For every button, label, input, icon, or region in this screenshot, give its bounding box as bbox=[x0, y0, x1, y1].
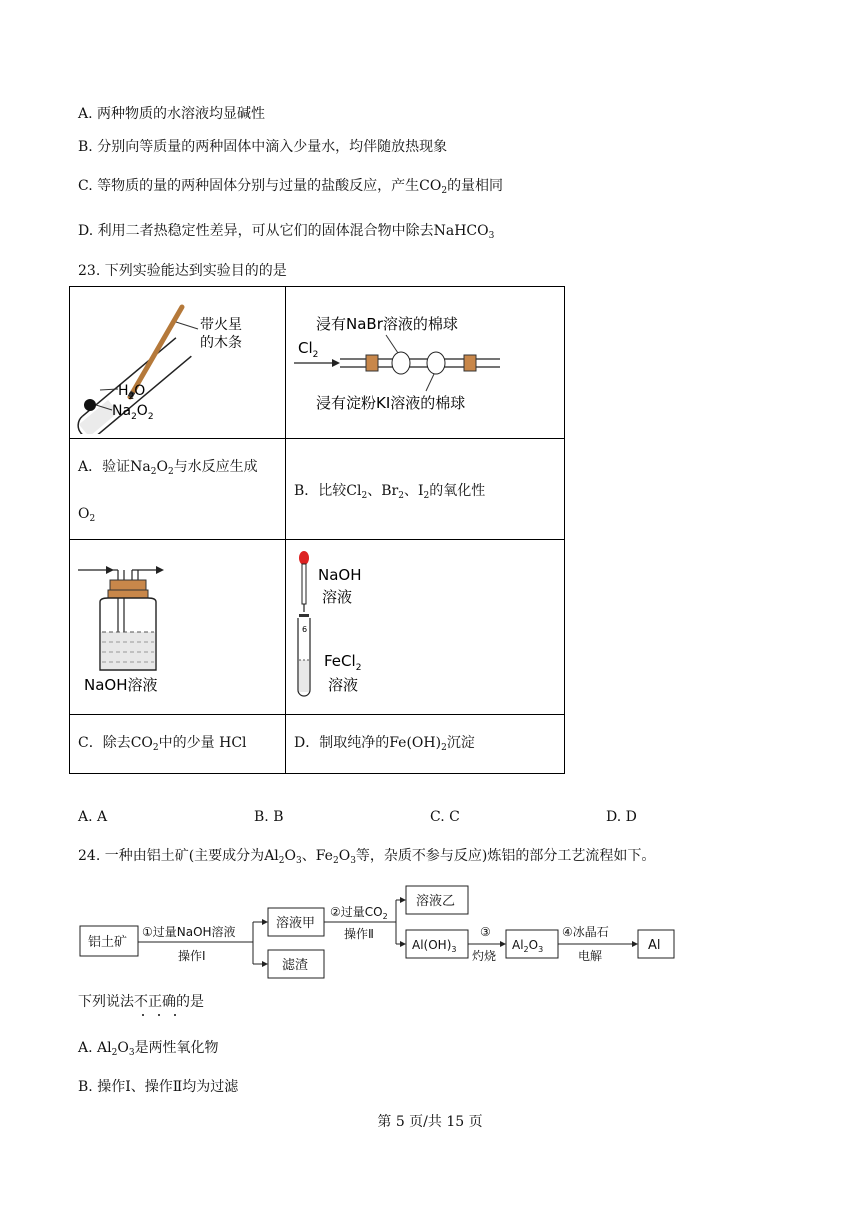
q23-answer-b: B. B bbox=[254, 809, 284, 825]
q23-stem: 23. 下列实验能达到实验目的的是 bbox=[78, 263, 287, 279]
cell-a-caption: A．验证$Na_2O_2$与水反应生成 $O_2$ bbox=[70, 439, 286, 540]
q22-option-a: A. 两种物质的水溶液均显碱性 bbox=[78, 106, 266, 122]
text-aloh3: $Al(OH)_3$ bbox=[412, 938, 457, 954]
q22-option-c: C. 等物质的量的两种固体分别与过量的盐酸反应，产生$CO_2$的量相同 bbox=[78, 178, 504, 196]
cell-d-diagram bbox=[286, 540, 565, 715]
text-bauxite: 铝土矿 bbox=[88, 935, 128, 950]
page-footer: 第 5 页/共 15 页 bbox=[377, 1114, 483, 1130]
na2o2-solid bbox=[84, 399, 96, 411]
cell-d-caption: D．制取纯净的$Fe(OH)_2$沉淀 bbox=[286, 715, 565, 774]
cell-a-diagram bbox=[70, 287, 286, 439]
q23-experiment-table bbox=[69, 286, 565, 774]
label-naoh-solution: NaOH溶液 bbox=[84, 676, 158, 694]
q24-stem: 24. 一种由铝土矿(主要成分为$Al_2O_3$、$Fe_2O_3$等，杂质不参与反应)炼铝的部分工艺流程如下。 bbox=[78, 848, 656, 866]
nahco3-formula: NaHCO$_3$ bbox=[433, 223, 495, 241]
text-step4: ④冰晶石 bbox=[562, 925, 609, 939]
q24-option-a: A. $Al_2O_3$是两性氧化物 bbox=[78, 1040, 219, 1058]
na2o2-test-tube-diagram bbox=[70, 287, 285, 434]
emphasis-dot bbox=[174, 1014, 176, 1016]
q23-answer-c: C. C bbox=[430, 809, 460, 825]
text-op2: 操作Ⅱ bbox=[344, 927, 374, 941]
emphasis-dot bbox=[158, 1014, 160, 1016]
label-fecl2-2: 溶液 bbox=[328, 676, 359, 694]
label-nabr: 浸有NaBr溶液的棉球 bbox=[316, 315, 458, 333]
label-na2o2: $Na_2O_2$ bbox=[112, 403, 154, 422]
text-op3: 灼烧 bbox=[472, 949, 497, 963]
label-naoh-2: 溶液 bbox=[322, 588, 353, 606]
dropper-test-tube-diagram bbox=[286, 540, 564, 710]
label-fecl2: FeCl$_2$ bbox=[324, 652, 362, 673]
aluminum-process-flowchart bbox=[78, 880, 678, 980]
cell-c-caption: C．除去$CO_2$中的少量 HCl bbox=[70, 715, 286, 774]
text-al: Al bbox=[648, 938, 661, 953]
cell-b-caption: B．比较$Cl_2$、$Br_2$、$I_2$的氧化性 bbox=[286, 439, 565, 540]
label-water: $H_2O$ bbox=[118, 383, 146, 402]
text-solution-yi: 溶液乙 bbox=[416, 894, 456, 909]
label-splint: 带火星 bbox=[200, 317, 242, 333]
label-splint-2: 的木条 bbox=[200, 335, 242, 351]
text-step2: ②过量$CO_2$ bbox=[330, 905, 388, 921]
svg-text:6: 6 bbox=[302, 625, 308, 634]
label-cl2: $Cl_2$ bbox=[298, 339, 319, 360]
emphasis-dot bbox=[142, 1014, 144, 1016]
q24-prompt: 下列说法不正确的是 bbox=[78, 994, 204, 1010]
dropper-bulb bbox=[299, 551, 309, 565]
cell-c-diagram bbox=[70, 540, 286, 715]
text-step1: ①过量NaOH溶液 bbox=[142, 925, 236, 939]
halogen-tube-diagram bbox=[286, 287, 564, 434]
cell-b-diagram bbox=[286, 287, 565, 439]
text-al2o3: $Al_2O_3$ bbox=[512, 938, 544, 954]
q22-option-b: B. 分别向等质量的两种固体中滴入少量水，均伴随放热现象 bbox=[78, 139, 448, 155]
q22-option-d: D. 利用二者热稳定性差异，可从它们的固体混合物中除去NaHCO$_3$ bbox=[78, 223, 495, 241]
text-solution-jia: 溶液甲 bbox=[276, 916, 316, 931]
text-residue: 滤渣 bbox=[282, 958, 309, 973]
q23-answer-a: A. A bbox=[78, 809, 108, 825]
text-op1: 操作Ⅰ bbox=[178, 949, 206, 963]
text-step3: ③ bbox=[480, 925, 491, 939]
label-naoh: NaOH bbox=[318, 566, 362, 584]
co2-formula: $CO_2$ bbox=[419, 178, 448, 196]
label-ki: 浸有淀粉KI溶液的棉球 bbox=[316, 394, 466, 412]
text-op4: 电解 bbox=[578, 949, 603, 963]
q24-option-b: B. 操作Ⅰ、操作Ⅱ均为过滤 bbox=[78, 1079, 239, 1095]
q23-answer-d: D. D bbox=[606, 809, 637, 825]
gas-washing-bottle-diagram bbox=[70, 540, 285, 710]
